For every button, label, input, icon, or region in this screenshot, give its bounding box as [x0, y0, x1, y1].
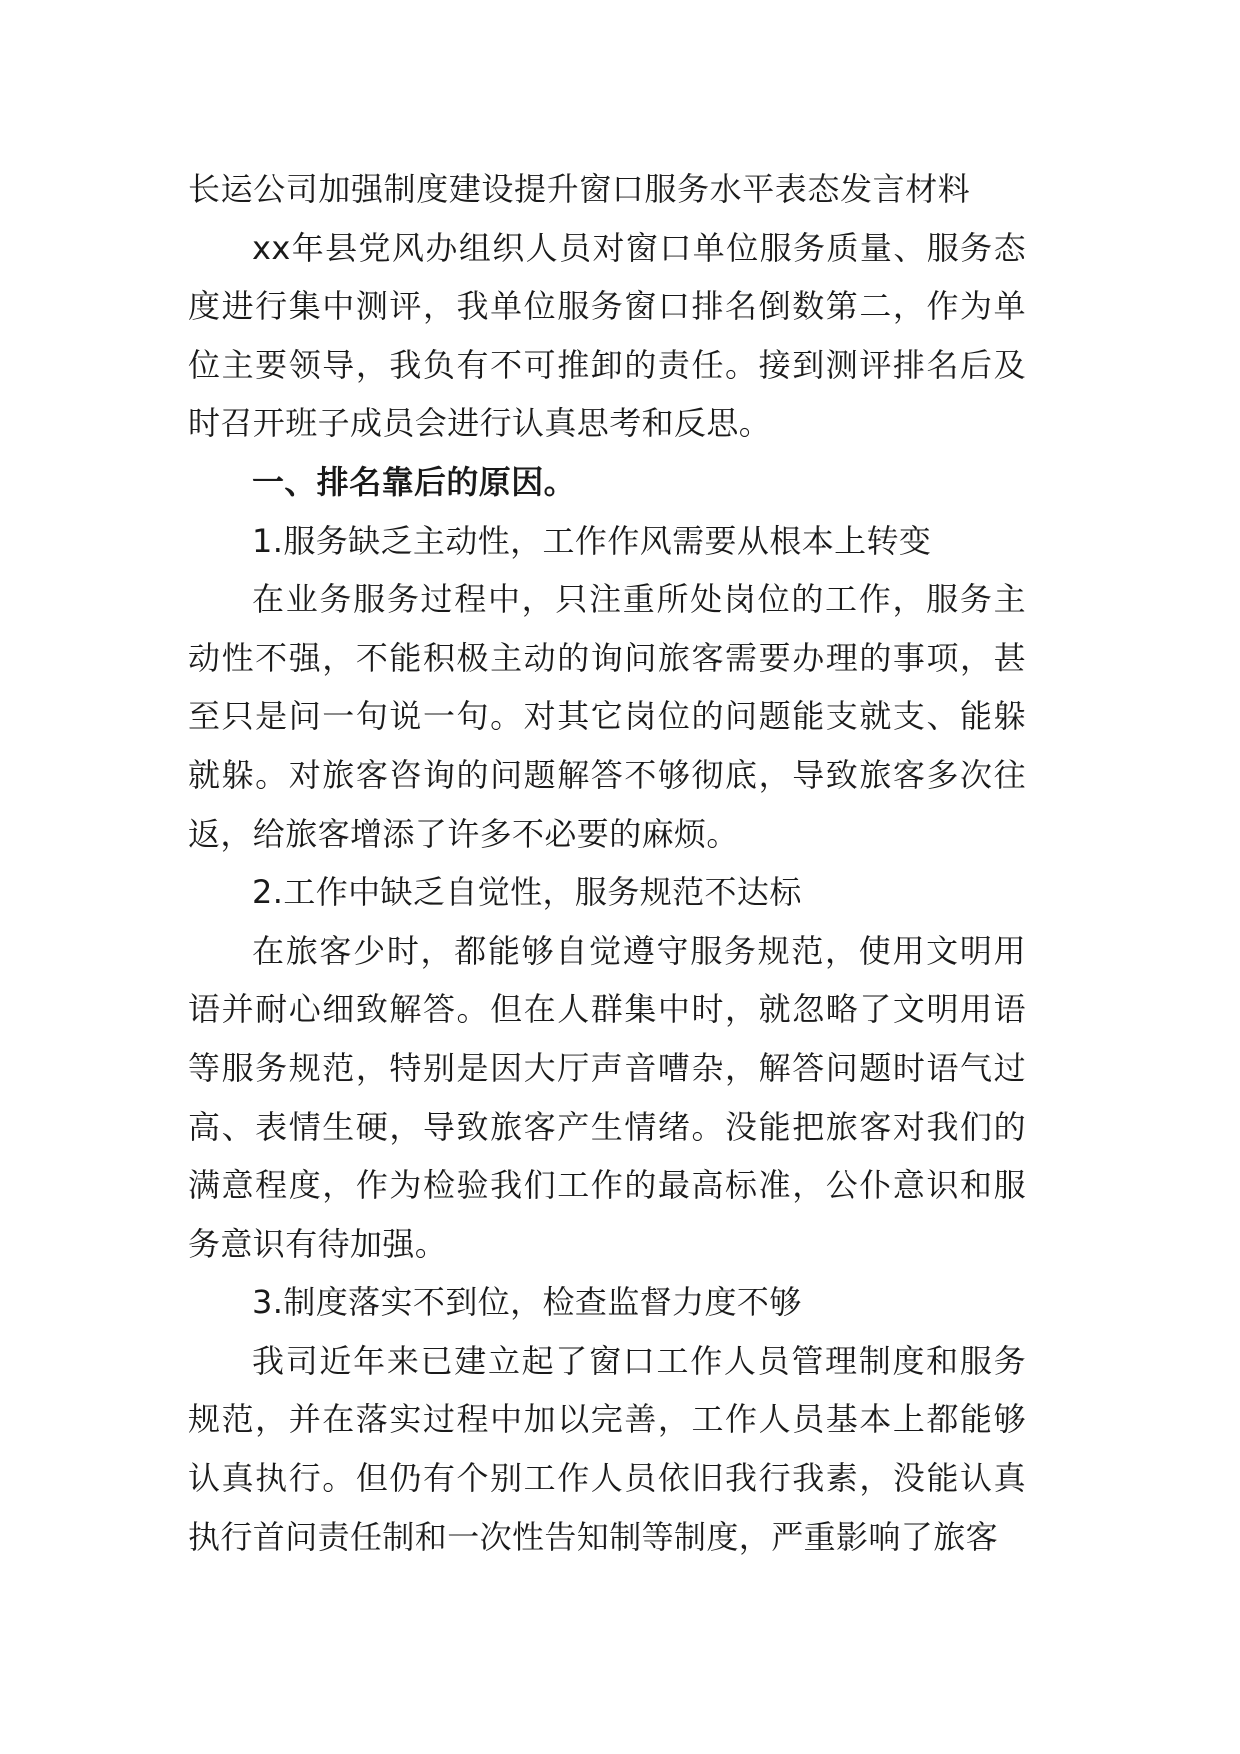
item-paragraph-3: 我司近年来已建立起了窗口工作人员管理制度和服务规范，并在落实过程中加以完善，工作人员基本上都能够认真执行。但仍有个别工作人员依旧我行我素，没能认真执行首问责任制和一次性告知制等制度，严重影响了旅客 — [188, 1341, 1026, 1556]
item-paragraph-1: 在业务服务过程中，只注重所处岗位的工作，服务主动性不强，不能积极主动的询问旅客需要办理的事项，甚至只是问一句说一句。对其它岗位的问题能支就支、能躲就躲。对旅客咨询的问题解答不够彻底，导致旅客多次往返，给旅客增添了许多不必要的麻烦。 — [188, 580, 1026, 853]
item-heading-2: 2.工作中缺乏自觉性，服务规范不达标 — [252, 873, 802, 912]
document-title: 长运公司加强制度建设提升窗口服务水平表态发言材料 — [188, 170, 971, 208]
item-heading-3: 3.制度落实不到位，检查监督力度不够 — [252, 1283, 802, 1322]
item-paragraph-2: 在旅客少时，都能够自觉遵守服务规范，使用文明用语并耐心细致解答。但在人群集中时，就忽略了文明用语等服务规范，特别是因大厅声音嘈杂，解答问题时语气过高、表情生硬，导致旅客产生情绪。没能把旅客对我们的满意程度，作为检验我们工作的最高标准，公仆意识和服务意识有待加强。 — [188, 931, 1026, 1263]
item-heading-1: 1.服务缺乏主动性，工作作风需要从根本上转变 — [252, 521, 932, 560]
section-heading-causes: 一、排名靠后的原因。 — [252, 462, 577, 501]
intro-paragraph: xx年县党风办组织人员对窗口单位服务质量、服务态度进行集中测评，我单位服务窗口排名倒数第二，作为单位主要领导，我负有不可推卸的责任。接到测评排名后及时召开班子成员会进行认真思考和反思。 — [188, 228, 1026, 443]
document-body — [188, 160, 1026, 1566]
